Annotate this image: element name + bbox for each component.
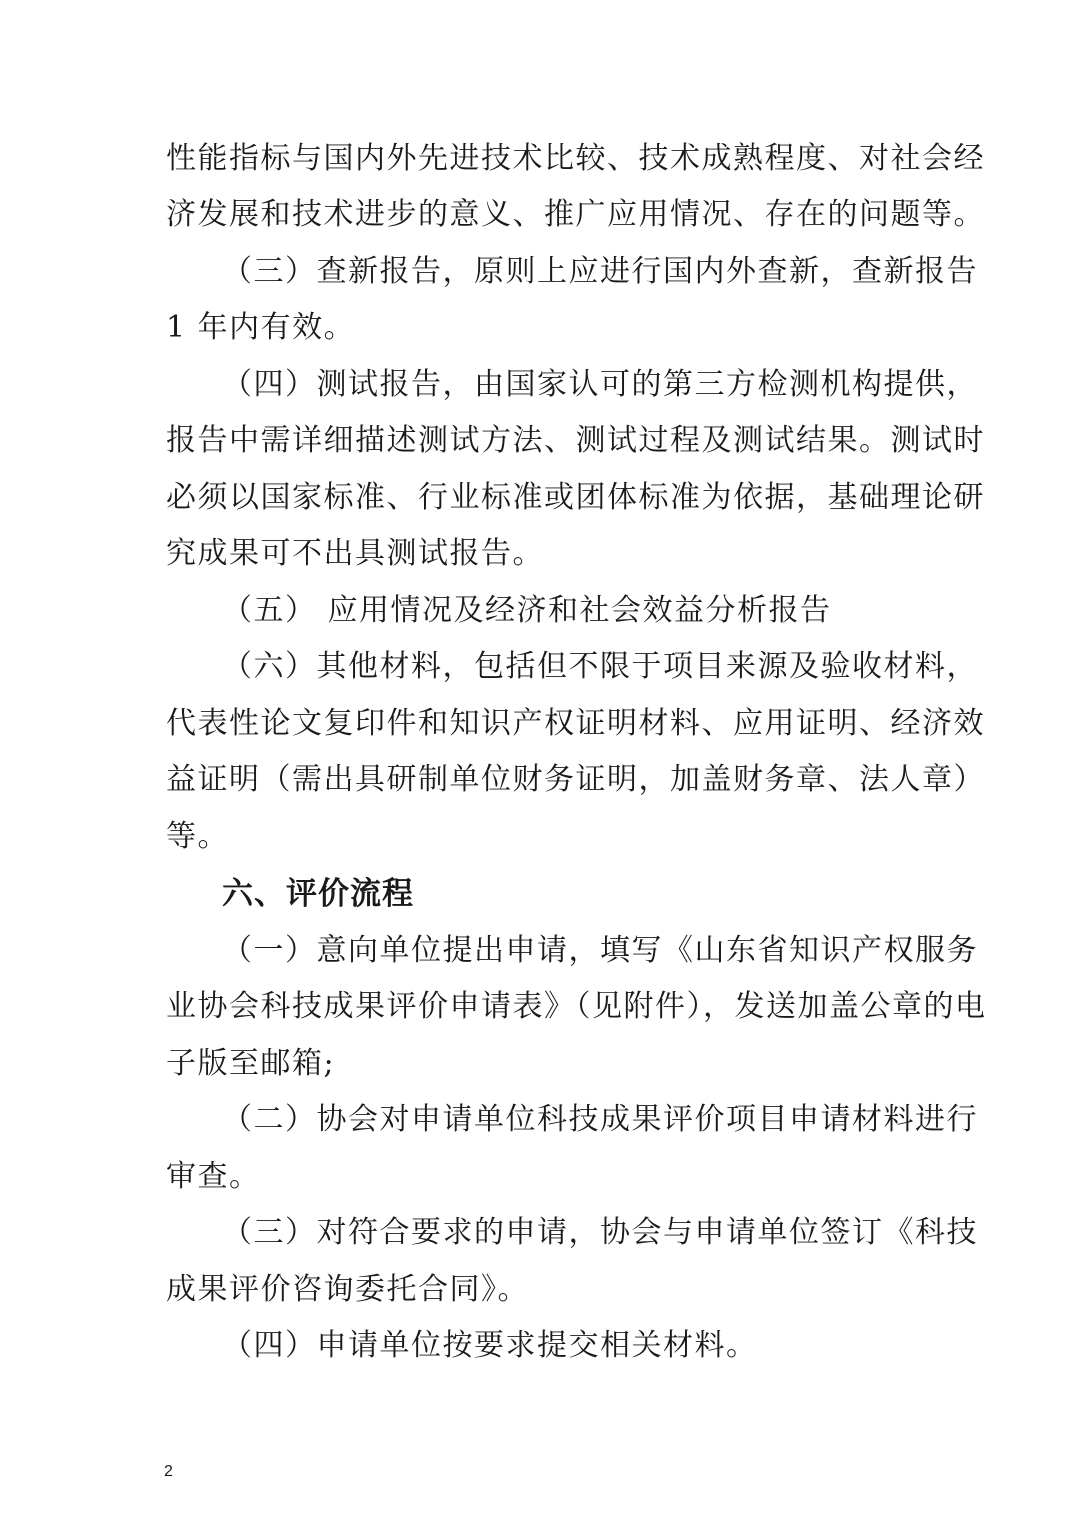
- paragraph-line: 成果评价咨询委托合同》。: [166, 1272, 529, 1307]
- paragraph-line: （五） 应用情况及经济和社会效益分析报告: [222, 593, 832, 628]
- paragraph-line: 业协会科技成果评价申请表》（见附件），发送加盖公章的电: [166, 989, 987, 1024]
- paragraph-line: （四）测试报告，由国家认可的第三方检测机构提供，: [222, 367, 978, 402]
- paragraph-line: 报告中需详细描述测试方法、测试过程及测试结果。测试时: [166, 423, 985, 458]
- paragraph-line: 济发展和技术进步的意义、推广应用情况、存在的问题等。: [166, 197, 985, 232]
- paragraph-line: 审查。: [166, 1159, 261, 1194]
- paragraph-line: （六）其他材料，包括但不限于项目来源及验收材料，: [222, 649, 978, 684]
- paragraph-line: 子版至邮箱;: [166, 1046, 336, 1081]
- section-heading: 六、评价流程: [222, 876, 414, 912]
- paragraph-line: 必须以国家标准、行业标准或团体标准为依据，基础理论研: [166, 480, 985, 515]
- paragraph-line: （二）协会对申请单位科技成果评价项目申请材料进行: [222, 1102, 978, 1137]
- page-number: 2: [164, 1463, 173, 1480]
- paragraph-line: 等。: [166, 819, 229, 854]
- paragraph-line: （三）对符合要求的申请，协会与申请单位签订《科技: [222, 1215, 978, 1250]
- paragraph-line: （四）申请单位按要求提交相关材料。: [222, 1328, 758, 1363]
- paragraph-line: 性能指标与国内外先进技术比较、技术成熟程度、对社会经: [166, 141, 985, 176]
- paragraph-line: 究成果可不出具测试报告。: [166, 536, 544, 571]
- paragraph-line: （一）意向单位提出申请，填写《山东省知识产权服务: [222, 933, 978, 968]
- paragraph-line: 益证明（需出具研制单位财务证明，加盖财务章、法人章）: [166, 762, 985, 797]
- paragraph-line: 代表性论文复印件和知识产权证明材料、应用证明、经济效: [166, 706, 985, 741]
- paragraph-line: 1 年内有效。: [166, 310, 356, 345]
- paragraph-line: （三）查新报告，原则上应进行国内外查新，查新报告: [222, 254, 978, 289]
